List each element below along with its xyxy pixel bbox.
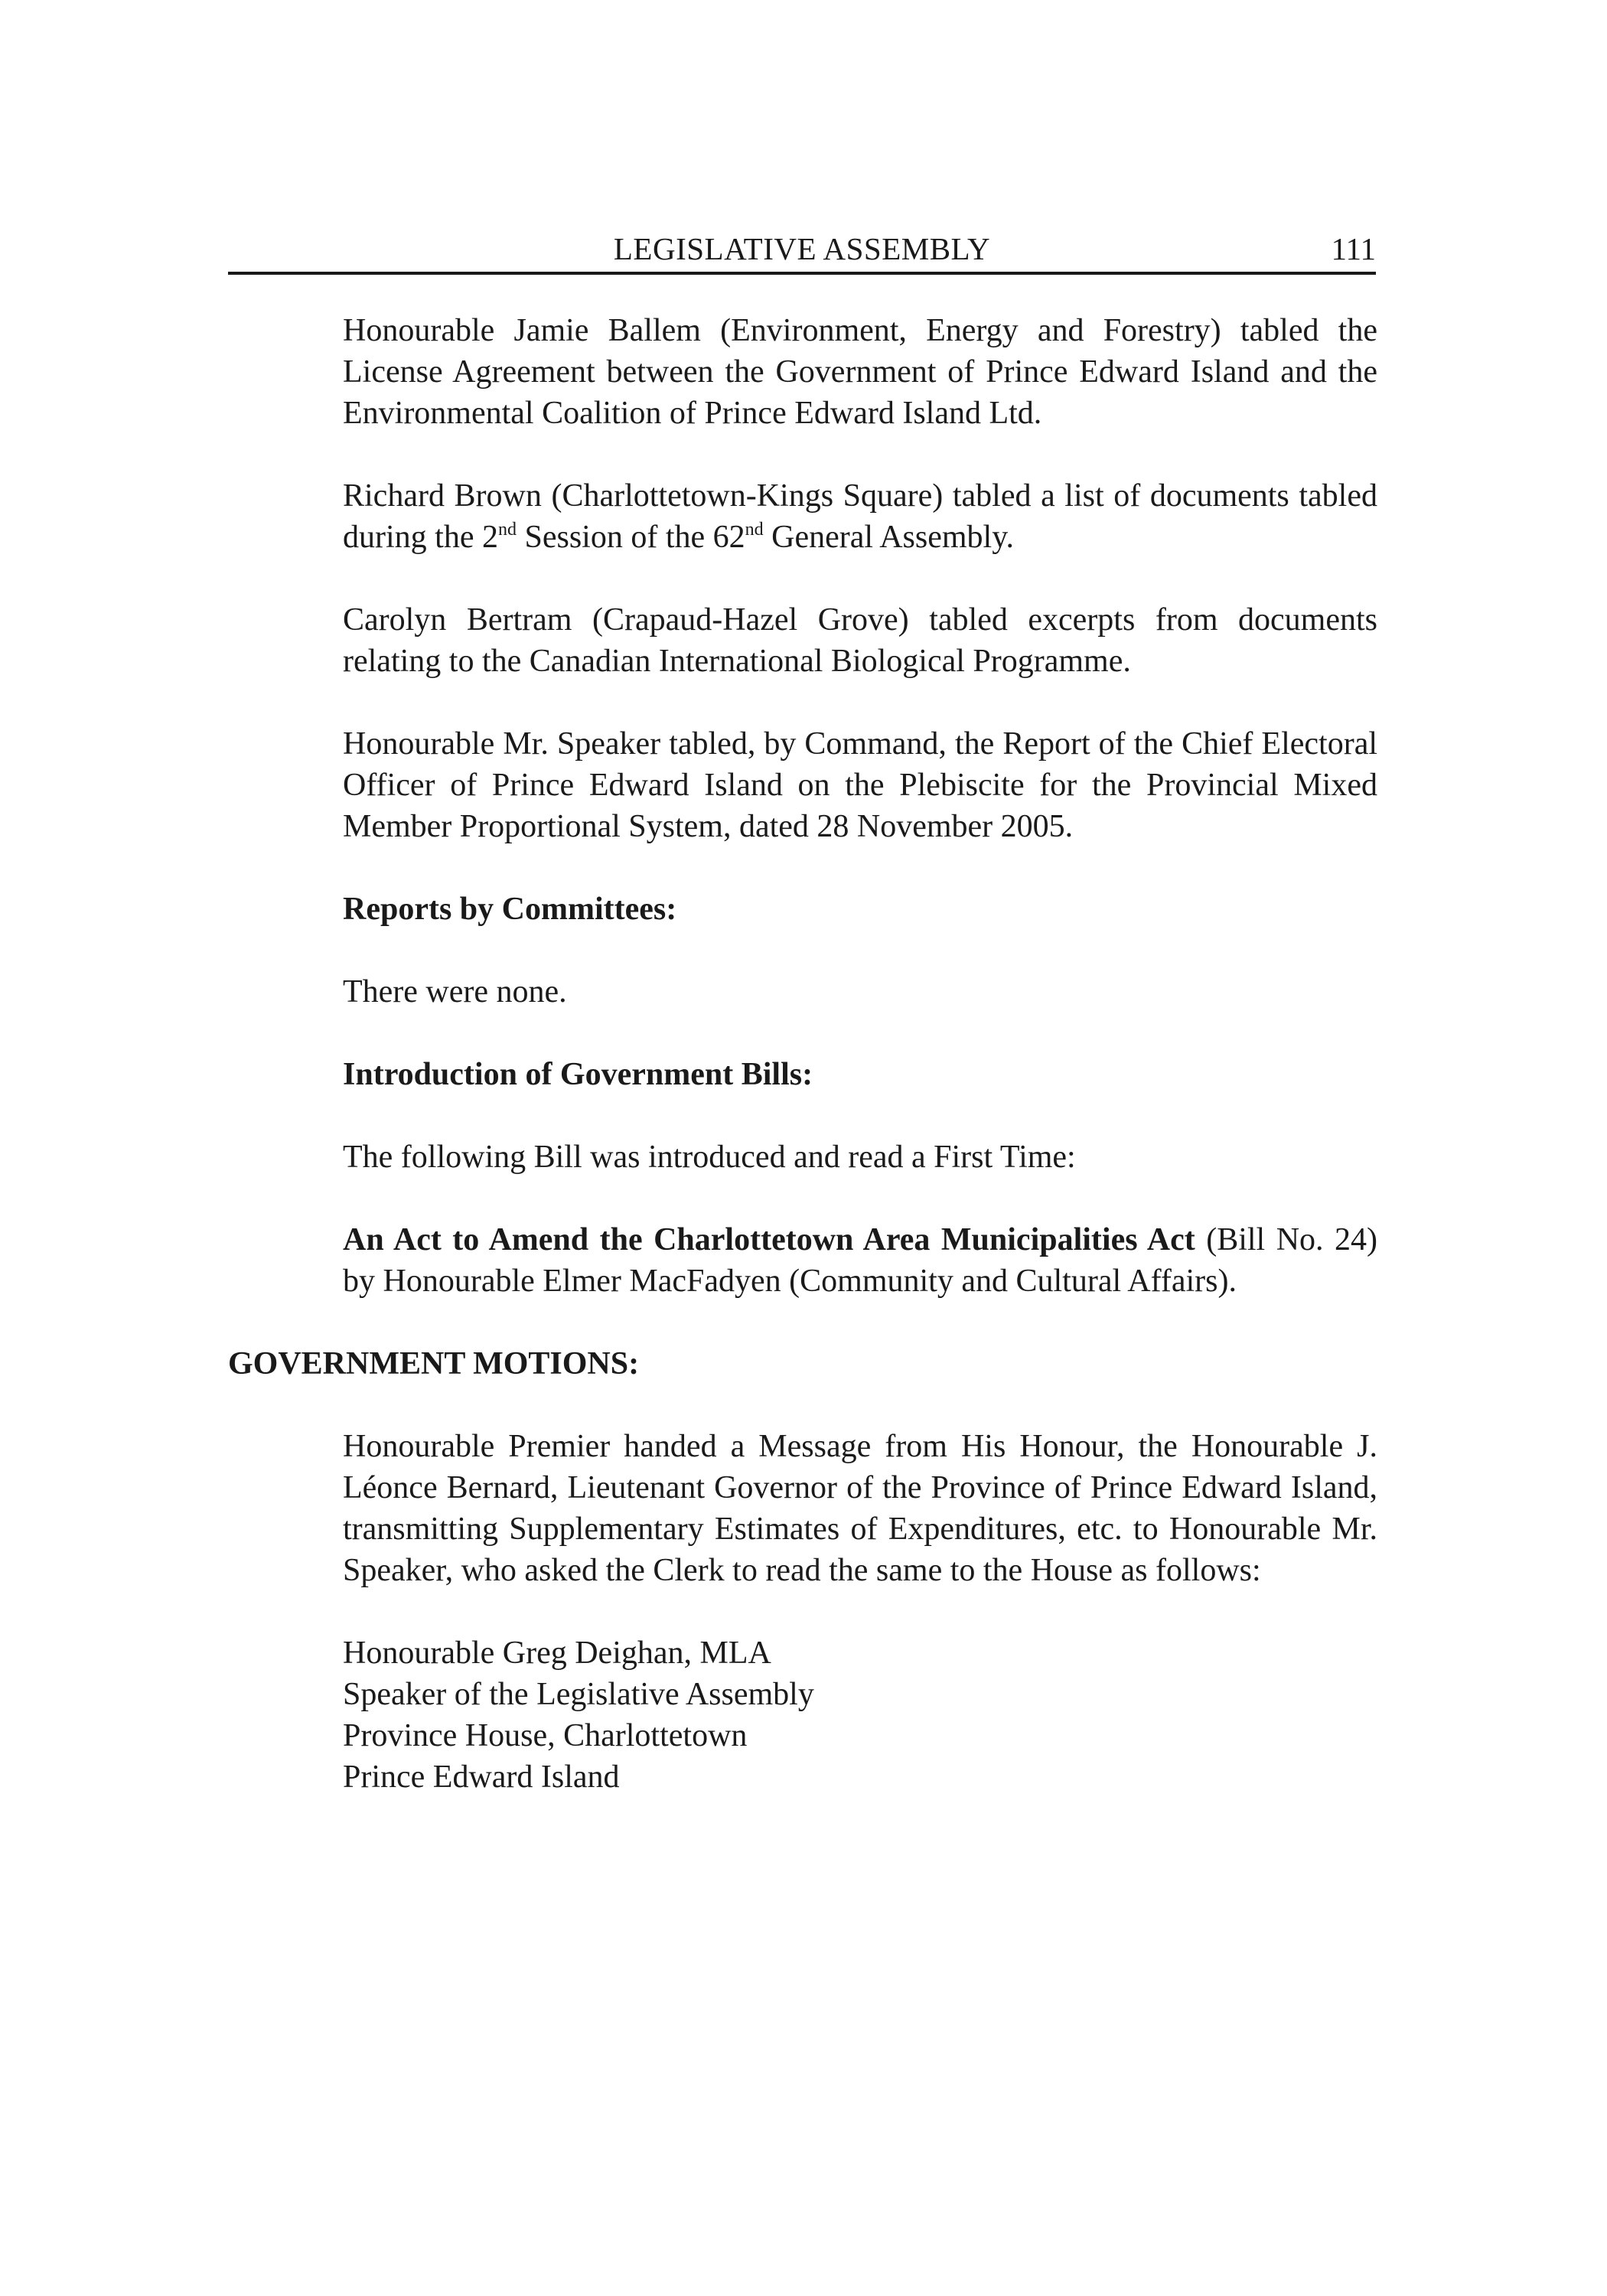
page-number: 111 <box>1331 231 1376 266</box>
paragraph-bertram-tabling: Carolyn Bertram (Crapaud-Hazel Grove) tabled excerpts from documents relating to the Canadian International Biological Programme. <box>343 602 1377 679</box>
heading-reports-by-committees: Reports by Committees: <box>343 892 677 927</box>
address-line: Prince Edward Island <box>343 1760 620 1795</box>
paragraph-ballem-tabling: Honourable Jamie Ballem (Environment, Energy and Forestry) tabled the License Agreement between the Government of Prince Edward Island and the Environmental Coalition of Prince Edward Island Ltd. <box>343 313 1377 431</box>
paragraph-premier-message: Honourable Premier handed a Message from His Honour, the Honourable J. Léonce Bernard, Lieutenant Governor of the Province of Prince Edward Island, transmitting Supplementary Estimates of Expenditures, etc. to Honourable Mr. Speaker, who asked the Clerk to read the same to the House as follows: <box>343 1429 1377 1588</box>
bill-title: An Act to Amend the Charlottetown Area Municipalities Act <box>343 1222 1195 1257</box>
address-line: Province House, Charlottetown <box>343 1718 748 1753</box>
ordinal-superscript: nd <box>745 520 764 540</box>
brown-text-part1: Richard Brown (Charlottetown-Kings Square) tabled a list of documents tabled during the 2 <box>343 478 1377 555</box>
running-title: LEGISLATIVE ASSEMBLY <box>613 231 991 266</box>
address-line: Speaker of the Legislative Assembly <box>343 1677 814 1712</box>
brown-text-part2: Session of the 62 <box>516 520 745 555</box>
paragraph-reports-none: There were none. <box>343 974 567 1009</box>
ordinal-superscript: nd <box>497 520 517 540</box>
address-block <box>343 1632 1377 1798</box>
bill-details: (Bill No. 24) by Honourable Elmer MacFadyen (Community and Cultural Affairs). <box>343 1222 1378 1299</box>
paragraph-bill-intro: The following Bill was introduced and read a First Time: <box>343 1140 1076 1175</box>
page-header <box>228 226 1376 275</box>
paragraph-bill-entry <box>343 1219 1377 1302</box>
page-body <box>228 310 1378 1839</box>
heading-government-motions: GOVERNMENT MOTIONS: <box>228 1346 640 1381</box>
paragraph-speaker-tabling: Honourable Mr. Speaker tabled, by Command, the Report of the Chief Electoral Officer of Prince Edward Island on the Plebiscite for the Provincial Mixed Member Proportional System, dated 28 November 2005. <box>343 726 1377 844</box>
heading-introduction-of-bills: Introduction of Government Bills: <box>343 1057 813 1092</box>
brown-text-part3: General Assembly. <box>763 520 1014 555</box>
address-line: Honourable Greg Deighan, MLA <box>343 1636 771 1671</box>
paragraph-brown-tabling <box>343 475 1377 558</box>
